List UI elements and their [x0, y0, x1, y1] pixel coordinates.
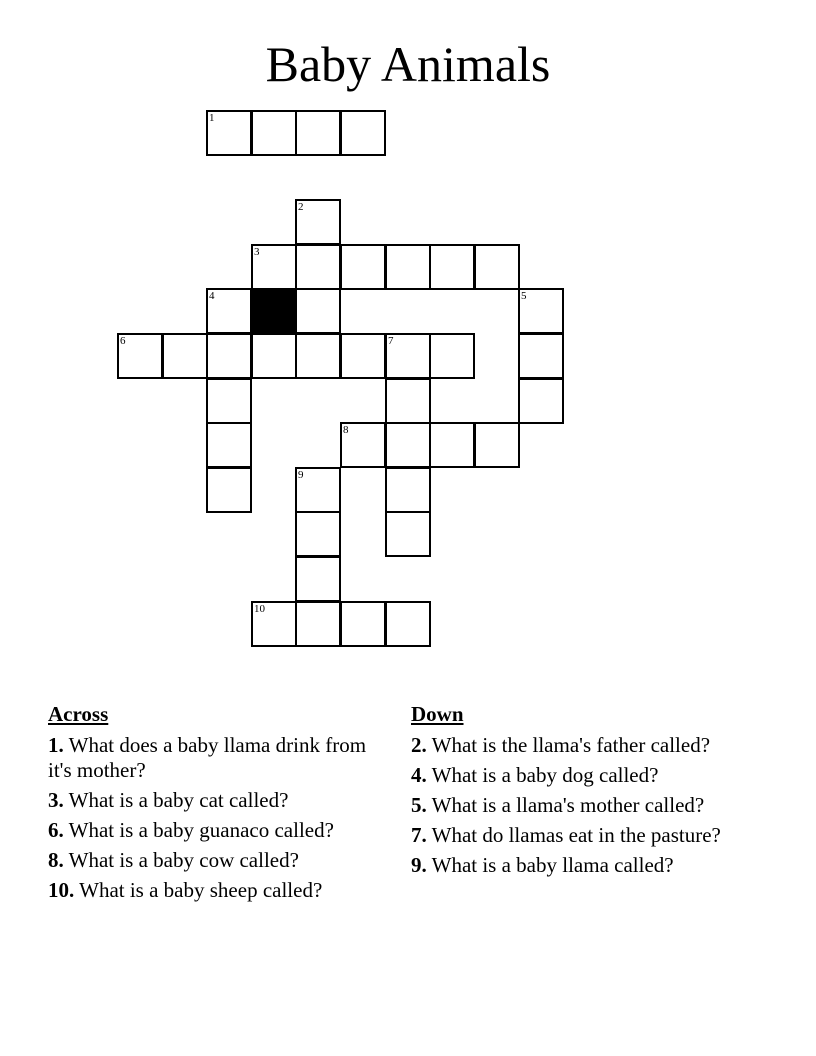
clue-number: 2.	[411, 733, 427, 757]
crossword-cell[interactable]	[295, 556, 341, 602]
clue-number: 4.	[411, 763, 427, 787]
crossword-cell[interactable]	[251, 333, 297, 379]
crossword-cell[interactable]	[117, 333, 163, 379]
crossword-cell[interactable]	[385, 467, 431, 513]
crossword-cell[interactable]	[518, 378, 564, 424]
crossword-cell[interactable]	[206, 467, 252, 513]
across-clue	[48, 818, 393, 843]
crossword-cell[interactable]	[474, 244, 520, 290]
clue-number: 9	[298, 469, 304, 481]
clue-text: What is the llama's father called?	[431, 733, 711, 757]
crossword-cell[interactable]	[295, 199, 341, 245]
clue-number: 5.	[411, 793, 427, 817]
crossword-cell[interactable]	[162, 333, 208, 379]
clue-text: What does a baby llama drink from it's mother?	[48, 733, 367, 782]
clue-number: 8.	[48, 848, 64, 872]
clue-number: 3	[254, 246, 260, 258]
down-clue	[411, 763, 756, 788]
down-clue	[411, 733, 756, 758]
clue-number: 5	[521, 290, 527, 302]
clue-number: 7	[388, 335, 394, 347]
crossword-cell[interactable]	[340, 601, 386, 647]
crossword-cell[interactable]	[295, 511, 341, 557]
crossword-cell[interactable]	[385, 601, 431, 647]
crossword-cell[interactable]	[340, 110, 386, 156]
crossword-cell[interactable]	[295, 467, 341, 513]
across-heading: Across	[48, 702, 109, 726]
clue-text: What is a baby sheep called?	[79, 878, 323, 902]
clue-number: 6.	[48, 818, 64, 842]
crossword-cell[interactable]	[429, 333, 475, 379]
crossword-cell[interactable]	[429, 244, 475, 290]
crossword-cell[interactable]	[340, 244, 386, 290]
clue-number: 9.	[411, 853, 427, 877]
clue-number: 1	[209, 112, 215, 124]
crossword-cell[interactable]	[385, 333, 431, 379]
clue-text: What is a baby guanaco called?	[68, 818, 334, 842]
blocked-cell	[251, 288, 297, 334]
crossword-cell[interactable]	[385, 511, 431, 557]
crossword-cell[interactable]	[251, 244, 297, 290]
crossword-cell[interactable]	[340, 422, 386, 468]
clue-number: 2	[298, 201, 304, 213]
clue-text: What do llamas eat in the pasture?	[431, 823, 721, 847]
clue-text: What is a baby cat called?	[68, 788, 289, 812]
crossword-cell[interactable]	[295, 110, 341, 156]
across-clue	[48, 878, 393, 903]
crossword-cell[interactable]	[518, 333, 564, 379]
crossword-cell[interactable]	[251, 110, 297, 156]
clue-text: What is a baby cow called?	[68, 848, 299, 872]
crossword-cell[interactable]	[295, 288, 341, 334]
down-clue	[411, 823, 756, 848]
across-clue	[48, 788, 393, 813]
clue-number: 4	[209, 290, 215, 302]
crossword-cell[interactable]	[385, 244, 431, 290]
clue-number: 8	[343, 424, 349, 436]
down-clue	[411, 853, 756, 878]
across-clue	[48, 848, 393, 873]
clue-text: What is a baby llama called?	[431, 853, 674, 877]
clue-number: 10.	[48, 878, 75, 902]
crossword-cell[interactable]	[251, 601, 297, 647]
clue-number: 10	[254, 603, 265, 615]
down-clues	[411, 702, 756, 883]
down-clue	[411, 793, 756, 818]
crossword-cell[interactable]	[429, 422, 475, 468]
clue-number: 7.	[411, 823, 427, 847]
crossword-cell[interactable]	[518, 288, 564, 334]
clue-text: What is a baby dog called?	[431, 763, 659, 787]
crossword-cell[interactable]	[206, 333, 252, 379]
crossword-cell[interactable]	[474, 422, 520, 468]
crossword-cell[interactable]	[295, 244, 341, 290]
crossword-cell[interactable]	[340, 333, 386, 379]
clue-number: 3.	[48, 788, 64, 812]
crossword-cell[interactable]	[206, 288, 252, 334]
crossword-cell[interactable]	[385, 378, 431, 424]
clue-number: 1.	[48, 733, 64, 757]
puzzle-title: Baby Animals	[265, 36, 551, 92]
crossword-cell[interactable]	[206, 378, 252, 424]
clue-number: 6	[120, 335, 126, 347]
across-clue	[48, 733, 393, 783]
across-clues	[48, 702, 393, 908]
crossword-cell[interactable]	[295, 333, 341, 379]
clue-text: What is a llama's mother called?	[431, 793, 705, 817]
down-heading: Down	[411, 702, 464, 726]
crossword-cell[interactable]	[206, 422, 252, 468]
crossword-cell[interactable]	[206, 110, 252, 156]
crossword-cell[interactable]	[385, 422, 431, 468]
crossword-cell[interactable]	[295, 601, 341, 647]
